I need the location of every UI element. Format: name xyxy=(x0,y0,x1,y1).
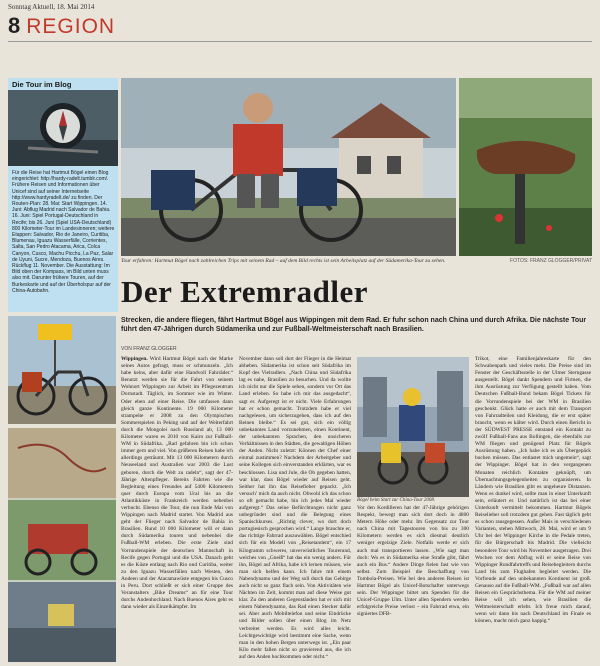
article-subhead: Strecken, die andere fliegen, fährt Hartmut Bögel aus Wippingen mit dem Rad. Er fuhr schon nach China und durch Afrika. Die nächste Tour führt den 47-Jährigen durch Südamerika und zur Fußball-Weltmeisterschaft nach Brasilien. xyxy=(121,317,587,333)
page-header xyxy=(8,13,115,39)
compass-photo xyxy=(8,90,118,166)
bike-sign-photo xyxy=(8,316,116,424)
article-dateline: Wippingen. xyxy=(121,356,148,362)
article-column-1 xyxy=(121,356,233,662)
photo-credit: FOTOS: FRANZ GLOGGER/PRIVAT xyxy=(510,258,592,264)
section-title: REGION xyxy=(26,15,116,38)
article-column-3: Vor den Kordilleren hat der 47-Jährige gehörigen Respekt, bewegt man sich dort doch in 4800 Metern Höhe oder mehr. Im Gegensatz zur Tour nach China mit Tagestouren von bis zu 300 Kilometern werden es sich diesmal deutlich weniger ergeizige Ziele. Notfalls werde er sich auch mal transportieren lassen. „Wie sagt man doch: Wo es in Südamerika eine Straße gibt, fährt auch ein Bus.“ Andere Dinge fielen fast wie von selbst. Zum Beispiel die Beschaffung von Tombola-Preisen. Wie bei den anderen Reisen ist Hartmut Bögel als Unicef-Botschafter unterwegs sein. Der Wippinger bittet um Spenden für die Unicef-Gruppe Ulm. Unter allen Spendern werden erfolgreiche Preise verlost – ein Fahrrad etwa, ein signiertes DFB- xyxy=(357,505,469,618)
china-tour-caption: Bögel beim Start zur China-Tour 2008. xyxy=(357,498,436,503)
china-tour-photo xyxy=(357,357,469,497)
blog-box-title: Die Tour im Blog xyxy=(12,80,72,89)
article-column-4: Trikot, eine Familienjahreskarte für den Schwabenpark und vieles mehr. Die Preise sind im Fenster der Geschäftsstelle in der Ulmer Sterngasse ausgestellt. Bögel dankt Spendern und Firmen, die ihm Ausrüstung zur Verfügung gestellt haben. Vom Deutschen Fußball-Bund bekam Bögel Tickets für die Vorrundenspiele bei der WM in Brasilien geschenkt. Glück hatte er auch mit dem Transport von Fahrradteilen und Kleidung, die er erst später braucht, wenn es kälter wird. Durch einen Bericht in der SÜDWEST PRESSE entstand ein Kontakt zu zwölf Fußball-Fans aus Bollingen, die ebenfalls zur WM fliegen und genügend Platz für Bögels Ausrüstung haben. „Ich habe ich es als Übergepäck buchen müssen. Das entlastet mich ungemein“, sagt der Wippinger. Bögel hat in den vergangenen Monaten reichlich Kontakte geknüpft, um Übernachtungsgelegenheiten zu organisieren. In Ländern wie Brasilien gibt es ungeheure Distanzen. Wenn es dunkel wird, sollte man in einer Unterkunft sein, erläutert er. Und natürlich ist das bei einer Unterkunft vermittelt bekommen. Hartmut Bögels Reiselieber soll trotzdem gut gehen. Fast täglich geht es schon rausgegessen. Außer Mais in verschiedenen Varianten, stehen Mittwoch, 28. Mai, wird er um 9 Uhr bei der Wippinger Kirche in die Pedale treten, für die Bürgerschaft bis Madrid. Die vielleicht besondere Tour wird bis November ausgetragen. Drei Wochen vor dem Abflug will er seine Reise von Wippinger Rundfahrtreffs und Reisebegleitern durchs Land bis zum Flughafen begleitet werden. Die Vorfreude auf den unbekannten Kontinent ist groß. Genauso auf die Fußball-WM. „Fußball war auf allen Reisen ein Gesprächsthema. Für die WM auf meiner Reise will ich sehen, wie Brasilien die Weltmeisterschaft erlebt. Ich freue mich darauf, wenn wir dann bis nach Deutschland im Finale es können, macht mich ganz happig.“ xyxy=(475,356,591,625)
saddle-photo xyxy=(459,78,592,256)
main-photo-cyclist xyxy=(121,78,456,256)
header-divider xyxy=(8,41,592,42)
article-column-1-text: Wird Hartmut Bögel nach der Marke seines Autos gefragt, muss er schmunzeln. „Ich habe keins, aber dafür eine Handvoll Fahrräder.“ Benutzt werden sie für die Fahrt von seinem Wohnort Wippingen zur Arbeit im Pflegezentrum Dornstadt. Täglich, im Sommer wie im Winter. Oder eben auf einer Reise. Die umfassen dann gleich ganze Kontinente. 19 000 Kilometer strampelte er 2008 zu den Olympischen Sommerspielen in Peking und auf der Weiterfahrt durch die Mongolei nach Russland ab, 13 000 Kilometer waren es 2010 von Kairo zur Fußball-WM in Südafrika. „Rad gefahren bin ich schon immer gern und viel. Von größeren Reisen habe ich allerdings geträumt. Mit 13 000 Kilometern durch Neuseeland und Australien war 2003 die Lust geboren, durch die Welt zu radeln“, sagt der 47-Jährige Altenpfleger. Bereits Fahrten wie die Begleitung eines Freundes auf 5400 Kilometern quer durch Europa vom Ural bis an die Atlantikküste in Frankreich werden nebenbei verbucht. Ebenso die Tour, die nun Ende Mai von Wippingen nach Madrid startet. Von Madrid aus geht der Flieger nach Salvador de Bahia in Brasilien. Rund 10 000 Kilometer will er dann durch Südamerika touren und nebenbei die Fußball-WM erleben. Die erste Ziele sind Vorrundenspiele der deutschen Mannschaft in Recife gegen Portugal und die USA. Danach geht es die Küste entlang nach Rio und Curitiba, weiter zu den Iguazu Wasserfällen nach Westen, den Andeen und der Atacamawüste entgegen bis Cusco in Peru. Dort schließt er sich einer Gruppe des Veranstalters „Bike Dreams“ an für eine Tour durchs Andenhochland. Nach Buenos Aires geht es dann wieder als Einzelkämpfer. Im xyxy=(121,356,233,611)
page-number: 8 xyxy=(8,13,21,38)
travel-collage-photo xyxy=(8,428,116,662)
article-column-2: November dann soll dort der Flieger in die Heimat abheben. Südamerika ist schon seit Südafrika im Kopf des Vielradlers. „Nach China und Südafrika lag es nahe, Brasilien zu besuchen. Und da wollte ich nicht nur die Spiele sehen, sondern vor Ort das Land erleben. So habe ich mir das ausgedacht“, sagt er. Aufgeregt ist er nicht. Viele Erfahrungen hat er schon gemacht. Trotzdem habe er viel nachgelesen, um sicherzugehen, dass ich auf den Beinen bleibe.“ Es sei gut, sich ein völlig unbekanntes Land vorzunehmen, einen Kontinent, der unbekannten Sprachen, den unsicheren Verhältnissen in den Städten, die gewaltigen Höhen der Anden. Nicht zuletzt: Können der Chef einer einmal zustimmen? Nachdem der Arbeitgeber und seine Kollegen sich einverstanden erklärten, war es beschlossen. Lisa und Jule, die Ob gegeben hatten, war klar, dass Bögel wieder auf Reisen geht. Seither hat ihn das Reisefieber gepackt. „Ich versuch’ mich da auch nicht. Obwohl ich das schon so oft gemacht habe, bin ich jedes Mal wieder aufgeregt.“ Das seine Befürchtungen nicht ganz unbegründet sind und die Belegung eines Spanischkurses. „Richtig clever, wo dort doch portugiesisch gesprochen wird.“ Lange brauchte er, das richtige Fahrrad auszuwählen. Bögel entschied sich für ein Modell von „Reisetandem“, ein 17 Kilogramm schweres, unverwüstliches Tourenrad, welches von „Gneiß“ hat das ein wenig anders. Für ihn, Bögel auf Afrika, habe ich lernen müssen, wie man sich helfen kann. Ich fahre mit einem Nabendynamo und der Weg soll durch das Gebirge auch nicht so ganz flach sein. Von Aktivitäten wie Nächten im Zelt, kommt man auf diese Weise gut klar. Zu den anderen Gegenständen hat er sich mit einem Nabendynamo, das Rad einen Stecker dafür sei. Aber auch Mobiltelefon und seine Eindrücke und Bilder sollen über einen Blog im Netz verbreitet werden. Es wird alles leicht. Leichtgewichtige wird bestimmt eine Sache, wenn man in den hohen Bergen unterwegs ist. „Ein paar Kilo mehr fallen nicht so gravierend aus, die ich auf den Anden hochkommen oder nicht.“ xyxy=(239,356,351,660)
article-byline: VON FRANZ GLOGGER xyxy=(121,346,177,352)
blog-info-box xyxy=(8,78,118,312)
article-headline: Der Extremradler xyxy=(121,274,369,309)
dateline: Sonntag Aktuell, 18. Mai 2014 xyxy=(8,3,95,11)
blog-box-text: Für die Reise hat Hartmut Bögel einen Blog eingerichtet: http://hardy-radelt.tumblr.com/. Frühere Reisen und Informationen über Unicef sind auf seiner Internetseite http://www.hardyradelt.de/ zu finden. Der Routen-Plan: 28. Mai: Start Wippingen. 14. Juni: Abflug Madrid nach Salvador de Bahia. 16. Juni: Spiel Portugal-Deutschland in Recife; bis 26. Juni (Spiel USA-Deutschland) 800 Kilometer-Tour im Landesinneren; weitere Etappen: Salvador, Rio de Janeiro, Curitiba, Blumenau, Iguazu Wasserfälle, Corrientes, Salta, San Pedro Atacama, Arica, Colca Canyon, Cusco, Machu Picchu, La Paz, Salar de Uyuni, Sucre, Mendoza, Buenos Aires. Rückflug 11. November. Die Ausstattung: Im Bild oben der Kompass, im Bild unten muss also mit. Darunter frühere Touren, auf der Burkeskarte und auf der Überholspur auf der China-Autobahn. xyxy=(12,170,115,294)
main-photo-caption: Tour erfahren: Hartmut Bögel nach zahlreichen Trips mit seinem Rad – auf dem Bild rechts ist sein Arbeitsplatz auf der Südamerika-Tour zu sehen. xyxy=(121,258,446,264)
